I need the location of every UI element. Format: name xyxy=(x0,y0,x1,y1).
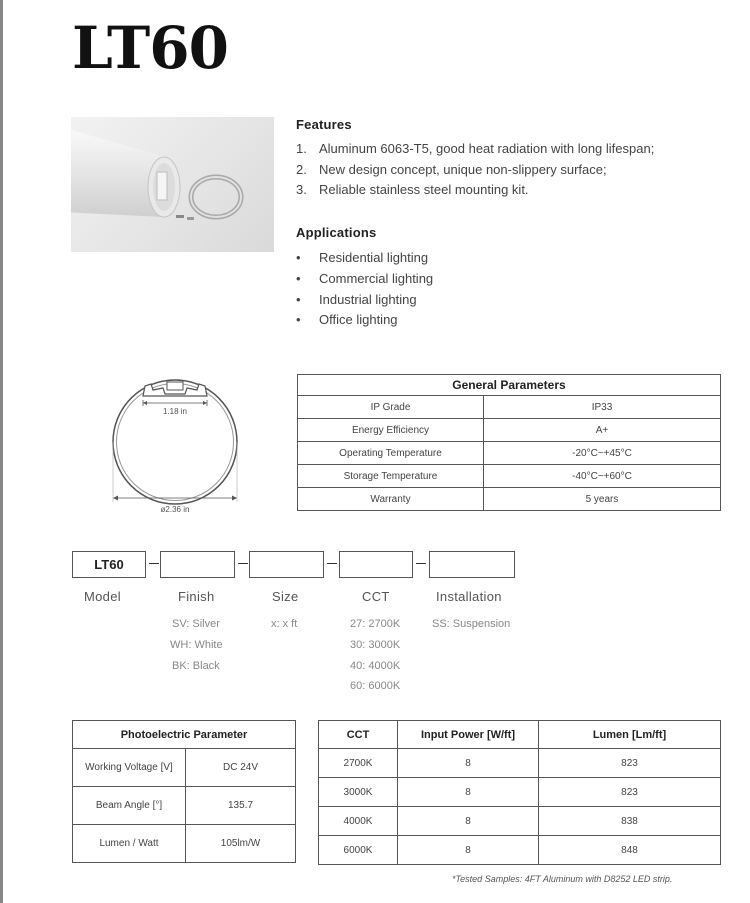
dash-separator xyxy=(149,563,159,564)
list-marker: • xyxy=(296,250,301,265)
cct-option: 27: 2700K xyxy=(350,618,401,630)
profile-drawing xyxy=(105,372,245,518)
dash-separator xyxy=(238,563,248,564)
column-header: CCT xyxy=(319,721,398,749)
param-label: Storage Temperature xyxy=(298,465,484,488)
param-value: 105lm/W xyxy=(186,825,296,863)
application-item xyxy=(296,292,417,307)
cct-option: 30: 3000K xyxy=(350,639,401,651)
table-header-row xyxy=(298,375,721,396)
application-text: Industrial lighting xyxy=(319,292,417,307)
table-cell: 4000K xyxy=(319,807,398,836)
dash-separator xyxy=(327,563,337,564)
feature-item xyxy=(296,141,654,156)
dash-separator xyxy=(416,563,426,564)
param-value: -40°C~+60°C xyxy=(484,465,721,488)
installation-header: Installation xyxy=(436,589,502,604)
param-value: IP33 xyxy=(484,396,721,419)
param-label: Working Voltage [V] xyxy=(73,749,186,787)
table-row xyxy=(298,419,721,442)
table-cell: 823 xyxy=(539,749,721,778)
table-row xyxy=(73,749,296,787)
param-label: Warranty xyxy=(298,488,484,511)
table-cell: 823 xyxy=(539,778,721,807)
cct-code-box xyxy=(339,551,413,578)
table-cell: 8 xyxy=(398,749,539,778)
general-parameters-table xyxy=(297,374,721,511)
table-row xyxy=(319,778,721,807)
feature-text: Aluminum 6063-T5, good heat radiation with long lifespan; xyxy=(319,141,655,156)
column-header: Lumen [Lm/ft] xyxy=(539,721,721,749)
param-label: IP Grade xyxy=(298,396,484,419)
installation-code-box xyxy=(429,551,515,578)
application-text: Office lighting xyxy=(319,312,398,327)
table-row xyxy=(319,836,721,865)
photoelectric-parameter-table xyxy=(72,720,296,863)
finish-code-box xyxy=(160,551,235,578)
param-value: 5 years xyxy=(484,488,721,511)
finish-option: WH: White xyxy=(170,639,223,651)
size-option: x: x ft xyxy=(271,618,298,630)
table-cell: 8 xyxy=(398,836,539,865)
param-label: Energy Efficiency xyxy=(298,419,484,442)
applications-heading: Applications xyxy=(296,225,377,240)
feature-text: New design concept, unique non-slippery surface; xyxy=(319,162,607,177)
table-row xyxy=(319,749,721,778)
table-header-row xyxy=(73,721,296,749)
feature-item xyxy=(296,182,529,197)
table-row xyxy=(298,465,721,488)
footnote: *Tested Samples: 4FT Aluminum with D8252 LED strip. xyxy=(452,874,673,884)
table-cell: 3000K xyxy=(319,778,398,807)
table-row xyxy=(73,787,296,825)
list-marker: • xyxy=(296,312,301,327)
finish-option: BK: Black xyxy=(172,660,220,672)
param-label: Beam Angle [°] xyxy=(73,787,186,825)
table-row xyxy=(298,396,721,419)
table-row xyxy=(298,488,721,511)
cct-option: 60: 6000K xyxy=(350,680,401,692)
table-cell: 6000K xyxy=(319,836,398,865)
table-row xyxy=(298,442,721,465)
cct-header: CCT xyxy=(362,589,390,604)
finish-header: Finish xyxy=(178,589,215,604)
general-parameters-title: General Parameters xyxy=(298,375,721,396)
cross-section-diagram xyxy=(105,372,245,518)
table-cell: 848 xyxy=(539,836,721,865)
feature-item xyxy=(296,162,607,177)
table-cell: 2700K xyxy=(319,749,398,778)
application-item xyxy=(296,312,398,327)
cct-power-lumen-table xyxy=(318,720,721,865)
table-header-row xyxy=(319,721,721,749)
model-code-box: LT60 xyxy=(72,551,146,578)
size-code-box xyxy=(249,551,324,578)
finish-option: SV: Silver xyxy=(172,618,220,630)
application-text: Residential lighting xyxy=(319,250,429,265)
size-header: Size xyxy=(272,589,299,604)
model-header: Model xyxy=(84,589,121,604)
param-label: Operating Temperature xyxy=(298,442,484,465)
diameter-label: ø2.36 in xyxy=(160,505,190,514)
installation-option: SS: Suspension xyxy=(432,618,511,630)
page-edge xyxy=(0,0,3,903)
table-cell: 8 xyxy=(398,807,539,836)
param-value: 135.7 xyxy=(186,787,296,825)
application-item xyxy=(296,250,428,265)
table-row xyxy=(319,807,721,836)
features-heading: Features xyxy=(296,117,352,132)
table-cell: 8 xyxy=(398,778,539,807)
application-item xyxy=(296,271,433,286)
cct-option: 40: 4000K xyxy=(350,660,401,672)
product-photo xyxy=(71,117,274,252)
list-marker: • xyxy=(296,292,301,307)
list-marker: 2. xyxy=(296,162,307,177)
param-value: DC 24V xyxy=(186,749,296,787)
product-title: LT60 xyxy=(72,14,228,82)
table-row xyxy=(73,825,296,863)
application-text: Commercial lighting xyxy=(319,271,434,286)
table-cell: 838 xyxy=(539,807,721,836)
photoelectric-title: Photoelectric Parameter xyxy=(73,721,296,749)
param-value: -20°C~+45°C xyxy=(484,442,721,465)
param-value: A+ xyxy=(484,419,721,442)
list-marker: • xyxy=(296,271,301,286)
list-marker: 3. xyxy=(296,182,307,197)
list-marker: 1. xyxy=(296,141,307,156)
feature-text: Reliable stainless steel mounting kit. xyxy=(319,182,529,197)
inner-width-label: 1.18 in xyxy=(162,407,188,416)
column-header: Input Power [W/ft] xyxy=(398,721,539,749)
param-label: Lumen / Watt xyxy=(73,825,186,863)
product-photo-illustration xyxy=(71,117,274,252)
